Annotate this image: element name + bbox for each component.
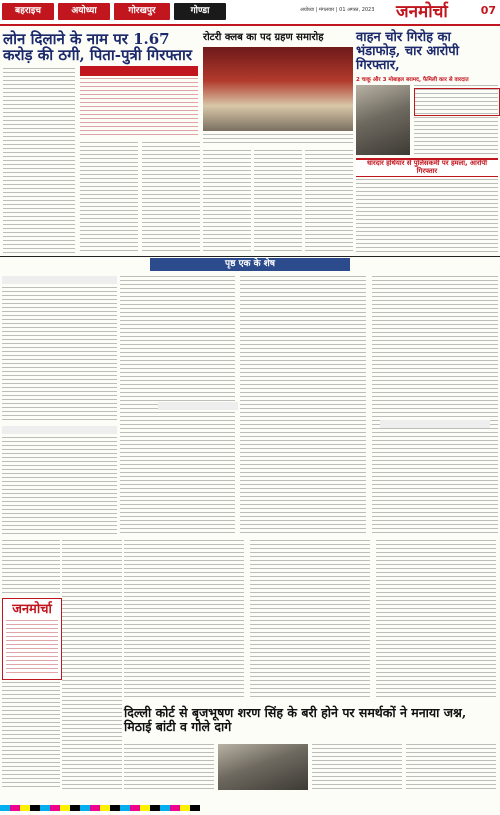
masthead-info-title: जनमोर्चा (12, 602, 52, 617)
story-subhead-4 (380, 420, 490, 428)
print-color-bar (0, 796, 500, 804)
bottom-banner-headline: दिल्ली कोर्ट से बृजभूषण शरण सिंह के बरी होने पर समर्थकों ने मनाया जश्न, मिठाई बांटी व गोले दागे (124, 705, 467, 734)
photo-caption (203, 134, 353, 146)
dateline: अयोध्या | मंगलवार | 01 अगस्त, 2023 (300, 7, 375, 13)
tab-bahraich[interactable]: बहराइच (2, 3, 54, 20)
bottom-mid-column-3 (376, 540, 496, 700)
lower-left-column-1 (2, 287, 117, 421)
continuation-banner: पृष्ठ एक के शेष (150, 258, 350, 271)
lead-left-column-1 (3, 68, 75, 253)
lower-center-column (240, 276, 366, 535)
ceremony-photo (203, 47, 353, 131)
center-column-1 (203, 150, 251, 252)
lead-left-column-2 (80, 142, 138, 253)
right-box-headline: धारदार हथियार से पुलिसकर्मी पर हमला, आरोपी गिरफ्तार (366, 159, 488, 175)
masthead-info-text (6, 620, 58, 676)
lower-left-column-2 (2, 437, 117, 535)
bottom-mid-column-2 (250, 540, 370, 700)
lead-left-kicker (80, 66, 198, 76)
accused-photo (356, 85, 410, 155)
lower-right-column (372, 276, 498, 535)
lead-right-subhead: 2 चाकू और 3 मोबाइल बरामद, फैमिली कार से वारदात (356, 77, 469, 83)
bottom-mid-column-1 (124, 540, 244, 700)
section-divider (0, 256, 500, 257)
page-number: 07 (480, 4, 496, 17)
bottom-left-top-text (2, 540, 60, 594)
lead-left-column-3 (142, 142, 200, 253)
top-center-headline: रोटरी क्लब का पद ग्रहण समारोह (203, 32, 324, 43)
bottom-column-4 (406, 744, 496, 790)
masthead: जनमोर्चा (396, 2, 448, 22)
lead-left-inset (80, 78, 198, 138)
tab-ayodhya[interactable]: अयोध्या (58, 3, 110, 20)
bottom-left-column (62, 540, 122, 790)
top-bar (0, 0, 500, 26)
lead-right-inset (414, 88, 500, 116)
celebration-photo (218, 744, 308, 790)
tab-gonda[interactable]: गोण्डा (174, 3, 226, 20)
bottom-column-1 (124, 744, 214, 790)
lead-right-headline: वाहन चोर गिरोह का भंडाफोड़, चार आरोपी गिरफ्तार, (356, 30, 460, 74)
lead-left-headline: लोन दिलाने के नाम पर 1.67 करोड़ की ठगी, पिता-पुत्री गिरफ्तार (3, 30, 192, 65)
story-subhead-1 (2, 276, 117, 284)
bottom-left-lower-text (2, 682, 60, 790)
center-column-3 (305, 150, 353, 252)
masthead-info-box (2, 598, 62, 680)
bottom-column-3 (312, 744, 402, 790)
center-column-2 (254, 150, 302, 252)
story-subhead-2 (2, 426, 117, 434)
story-subhead-3 (158, 402, 238, 410)
right-box-body (356, 179, 498, 252)
tab-gorakhpur[interactable]: गोरखपुर (114, 3, 170, 20)
